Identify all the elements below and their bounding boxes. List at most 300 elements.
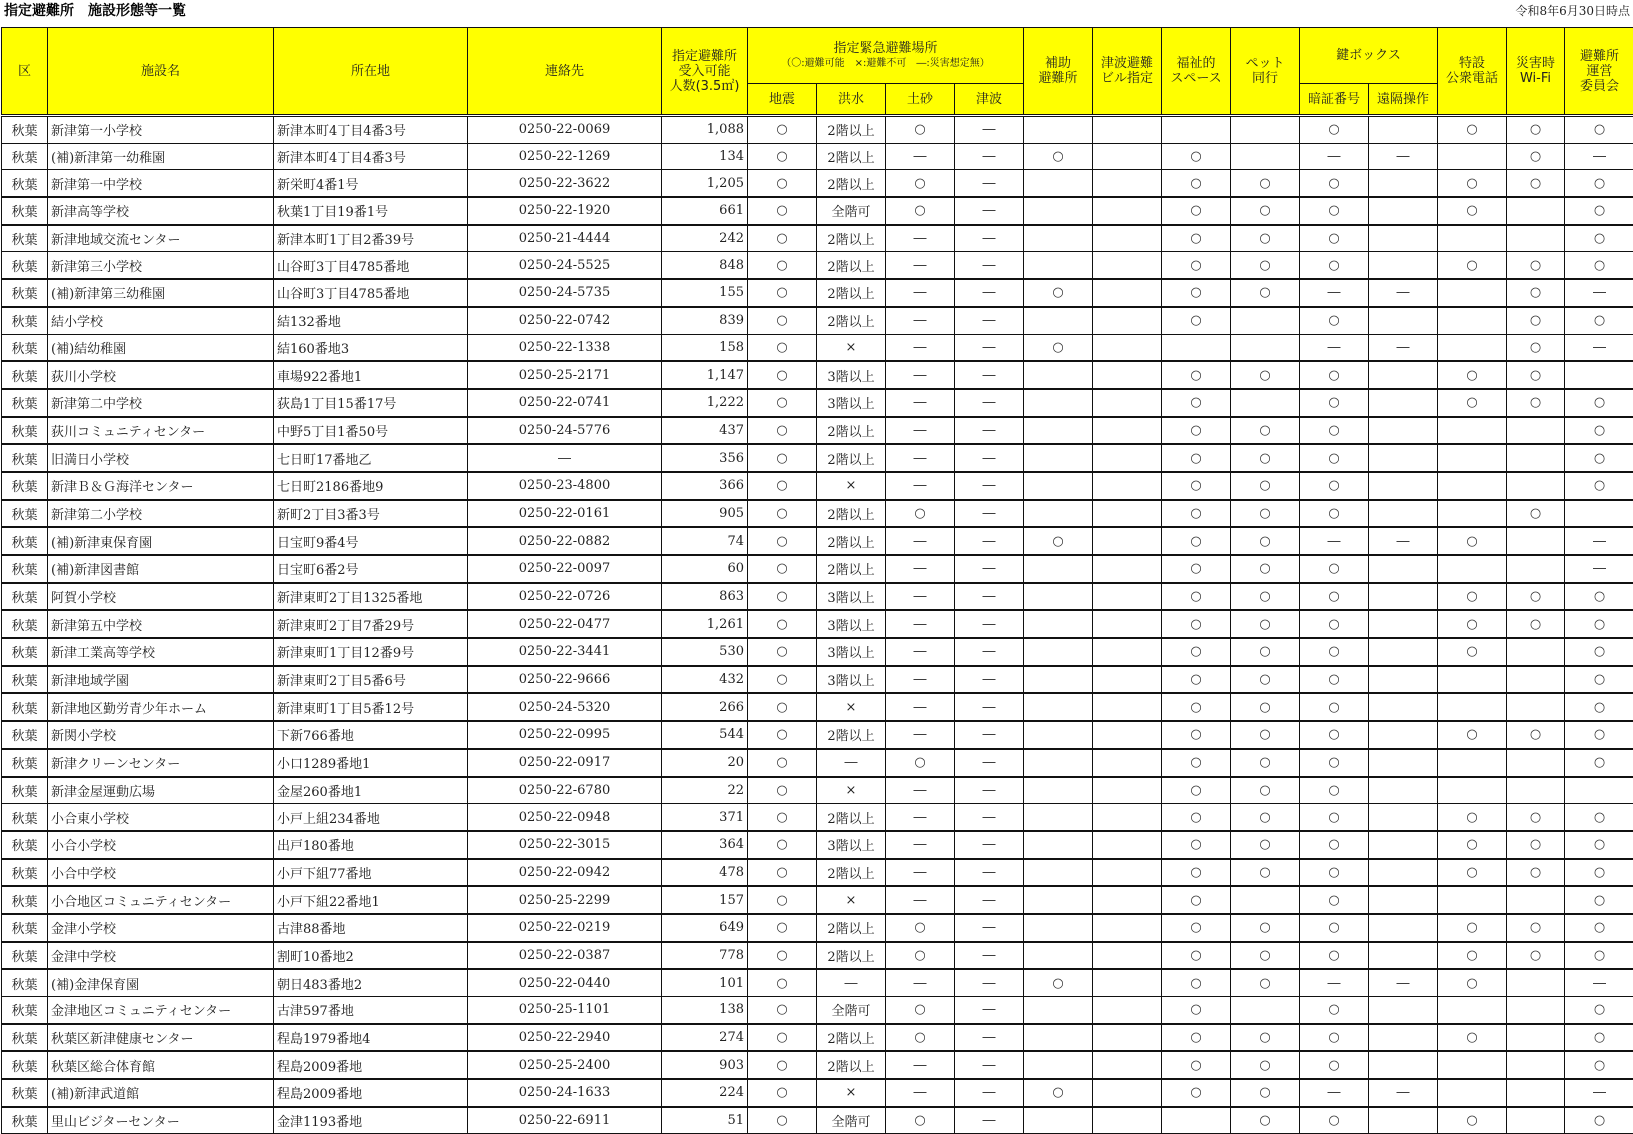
cell-quake: ○ [748, 583, 817, 611]
cell-wifi [1507, 886, 1565, 914]
cell-pet: ○ [1231, 721, 1300, 749]
cell-wifi: ○ [1507, 334, 1565, 361]
cell-keybox-pin: ○ [1300, 638, 1369, 666]
cell-pet [1231, 334, 1300, 361]
cell-aux-shelter [1024, 1051, 1093, 1079]
cell-ku: 秋葉 [2, 361, 48, 389]
cell-aux-shelter [1024, 307, 1093, 334]
cell-address: 新津本町4丁目4番3号 [274, 143, 468, 170]
cell-quake: ○ [748, 417, 817, 445]
cell-landslide: ○ [886, 997, 955, 1024]
col-capacity: 指定避難所 受入可能 人数(3.5㎡) [662, 28, 748, 116]
cell-committee: ○ [1565, 831, 1633, 859]
cell-address: 結132番地 [274, 307, 468, 334]
cell-pet: ○ [1231, 444, 1300, 472]
cell-pet: ○ [1231, 583, 1300, 611]
table-row [2, 116, 1633, 144]
cell-ku: 秋葉 [2, 831, 48, 859]
cell-keybox-remote [1369, 610, 1438, 638]
table-row [2, 693, 1633, 721]
cell-ku: 秋葉 [2, 914, 48, 942]
col-aux-shelter: 補助 避難所 [1024, 28, 1093, 116]
cell-wifi [1507, 777, 1565, 804]
cell-pet: ○ [1231, 638, 1300, 666]
cell-keybox-pin: ○ [1300, 361, 1369, 389]
cell-public-phone: ○ [1438, 610, 1507, 638]
cell-aux-shelter [1024, 666, 1093, 694]
cell-public-phone [1438, 1079, 1507, 1107]
cell-keybox-pin: ○ [1300, 555, 1369, 583]
cell-keybox-remote [1369, 997, 1438, 1024]
cell-quake: ○ [748, 279, 817, 307]
cell-welfare-space: ○ [1162, 143, 1231, 170]
cell-aux-shelter [1024, 1024, 1093, 1052]
cell-capacity: 138 [662, 997, 748, 1024]
cell-capacity: 366 [662, 472, 748, 500]
table-row [2, 804, 1633, 831]
cell-ku: 秋葉 [2, 749, 48, 777]
cell-wifi [1507, 997, 1565, 1024]
cell-contact: 0250-24-1633 [468, 1079, 662, 1107]
cell-tsunami: ― [955, 334, 1024, 361]
cell-flood: 2階以上 [817, 252, 886, 279]
cell-pet: ○ [1231, 279, 1300, 307]
cell-tsunami: ― [955, 170, 1024, 197]
cell-tsunami-building [1093, 859, 1162, 887]
cell-tsunami-building [1093, 942, 1162, 970]
cell-aux-shelter [1024, 389, 1093, 417]
cell-contact: 0250-22-0917 [468, 749, 662, 777]
cell-ku: 秋葉 [2, 886, 48, 914]
cell-quake: ○ [748, 914, 817, 942]
cell-tsunami: ― [955, 500, 1024, 528]
cell-facility-name: 新津第三小学校 [48, 252, 274, 279]
cell-welfare-space [1162, 334, 1231, 361]
cell-committee: ○ [1565, 583, 1633, 611]
cell-welfare-space: ○ [1162, 638, 1231, 666]
cell-address: 山谷町3丁目4785番地 [274, 252, 468, 279]
cell-ku: 秋葉 [2, 307, 48, 334]
cell-address: 新津東町2丁目1325番地 [274, 583, 468, 611]
cell-keybox-pin: ○ [1300, 1107, 1369, 1134]
cell-wifi [1507, 969, 1565, 996]
cell-pet: ○ [1231, 555, 1300, 583]
cell-tsunami-building [1093, 116, 1162, 144]
table-row [2, 749, 1633, 777]
cell-address: 小戸下組77番地 [274, 859, 468, 887]
cell-wifi [1507, 749, 1565, 777]
cell-pet: ○ [1231, 666, 1300, 694]
cell-contact: 0250-25-1101 [468, 997, 662, 1024]
cell-keybox-pin: ○ [1300, 749, 1369, 777]
cell-keybox-remote: ― [1369, 334, 1438, 361]
cell-landslide: ― [886, 693, 955, 721]
cell-contact: 0250-22-3622 [468, 170, 662, 197]
col-landslide: 土砂 [886, 84, 955, 116]
cell-facility-name: 新津地域交流センター [48, 225, 274, 252]
cell-capacity: 863 [662, 583, 748, 611]
cell-public-phone: ○ [1438, 914, 1507, 942]
cell-quake: ○ [748, 666, 817, 694]
cell-address: 日宝町9番4号 [274, 527, 468, 555]
cell-flood: 2階以上 [817, 721, 886, 749]
cell-capacity: 134 [662, 143, 748, 170]
cell-wifi [1507, 638, 1565, 666]
cell-landslide: ○ [886, 1024, 955, 1052]
table-row [2, 969, 1633, 996]
cell-contact: 0250-24-5735 [468, 279, 662, 307]
cell-wifi: ○ [1507, 389, 1565, 417]
cell-contact: 0250-22-6780 [468, 777, 662, 804]
cell-facility-name: 新津地域学園 [48, 666, 274, 694]
cell-keybox-remote [1369, 666, 1438, 694]
cell-facility-name: 新津地区勤労青少年ホーム [48, 693, 274, 721]
cell-landslide: ― [886, 804, 955, 831]
table-header [2, 28, 1633, 116]
cell-quake: ○ [748, 777, 817, 804]
cell-tsunami-building [1093, 334, 1162, 361]
cell-address: 程島2009番地 [274, 1079, 468, 1107]
cell-quake: ○ [748, 500, 817, 528]
cell-ku: 秋葉 [2, 610, 48, 638]
col-ku: 区 [2, 28, 48, 116]
cell-welfare-space: ○ [1162, 721, 1231, 749]
cell-tsunami: ― [955, 583, 1024, 611]
cell-committee: ○ [1565, 1107, 1633, 1134]
table-row [2, 334, 1633, 361]
cell-pet: ○ [1231, 859, 1300, 887]
cell-landslide: ― [886, 527, 955, 555]
cell-flood: 2階以上 [817, 1051, 886, 1079]
cell-address: 新津東町1丁目12番9号 [274, 638, 468, 666]
cell-quake: ○ [748, 969, 817, 996]
cell-tsunami-building [1093, 804, 1162, 831]
cell-pet: ○ [1231, 252, 1300, 279]
cell-public-phone [1438, 777, 1507, 804]
cell-committee: ― [1565, 555, 1633, 583]
cell-keybox-pin: ○ [1300, 500, 1369, 528]
cell-quake: ○ [748, 831, 817, 859]
cell-tsunami-building [1093, 279, 1162, 307]
col-facility-name: 施設名 [48, 28, 274, 116]
cell-flood: × [817, 1079, 886, 1107]
cell-aux-shelter [1024, 361, 1093, 389]
cell-public-phone: ○ [1438, 1107, 1507, 1134]
cell-keybox-pin: ○ [1300, 777, 1369, 804]
cell-wifi [1507, 472, 1565, 500]
table-row [2, 777, 1633, 804]
cell-ku: 秋葉 [2, 638, 48, 666]
cell-quake: ○ [748, 886, 817, 914]
cell-contact: 0250-22-9666 [468, 666, 662, 694]
cell-flood: × [817, 334, 886, 361]
cell-landslide: ○ [886, 749, 955, 777]
cell-capacity: 1,222 [662, 389, 748, 417]
cell-wifi: ○ [1507, 721, 1565, 749]
cell-keybox-remote: ― [1369, 969, 1438, 996]
table-row [2, 610, 1633, 638]
cell-aux-shelter [1024, 472, 1093, 500]
cell-wifi: ○ [1507, 859, 1565, 887]
cell-wifi: ○ [1507, 500, 1565, 528]
cell-tsunami-building [1093, 1079, 1162, 1107]
cell-keybox-pin: ○ [1300, 583, 1369, 611]
cell-quake: ○ [748, 389, 817, 417]
cell-tsunami: ― [955, 361, 1024, 389]
cell-landslide: ○ [886, 942, 955, 970]
cell-facility-name: 金津地区コミュニティセンター [48, 997, 274, 1024]
cell-tsunami-building [1093, 1024, 1162, 1052]
cell-aux-shelter: ○ [1024, 143, 1093, 170]
cell-welfare-space: ○ [1162, 444, 1231, 472]
cell-keybox-pin: ○ [1300, 472, 1369, 500]
cell-keybox-remote [1369, 116, 1438, 144]
col-keybox-pin: 暗証番号 [1300, 84, 1369, 116]
cell-tsunami-building [1093, 307, 1162, 334]
cell-public-phone [1438, 500, 1507, 528]
cell-wifi [1507, 1024, 1565, 1052]
cell-wifi: ○ [1507, 279, 1565, 307]
cell-keybox-pin: ― [1300, 1079, 1369, 1107]
cell-facility-name: 荻川小学校 [48, 361, 274, 389]
col-tsunami-building: 津波避難 ビル指定 [1093, 28, 1162, 116]
cell-pet: ○ [1231, 942, 1300, 970]
cell-quake: ○ [748, 252, 817, 279]
cell-landslide: ― [886, 583, 955, 611]
cell-aux-shelter [1024, 610, 1093, 638]
cell-pet: ○ [1231, 197, 1300, 225]
cell-contact: 0250-25-2400 [468, 1051, 662, 1079]
cell-tsunami: ― [955, 225, 1024, 252]
cell-address: 出戸180番地 [274, 831, 468, 859]
cell-keybox-pin: ○ [1300, 1051, 1369, 1079]
cell-welfare-space: ○ [1162, 279, 1231, 307]
cell-flood: 2階以上 [817, 307, 886, 334]
cell-welfare-space: ○ [1162, 197, 1231, 225]
cell-landslide: ― [886, 143, 955, 170]
cell-contact: 0250-25-2299 [468, 886, 662, 914]
cell-address: 新津東町2丁目5番6号 [274, 666, 468, 694]
cell-welfare-space: ○ [1162, 1079, 1231, 1107]
cell-tsunami: ― [955, 1024, 1024, 1052]
cell-public-phone: ○ [1438, 942, 1507, 970]
cell-keybox-pin: ― [1300, 334, 1369, 361]
cell-keybox-remote [1369, 831, 1438, 859]
cell-tsunami: ― [955, 749, 1024, 777]
cell-committee: ○ [1565, 116, 1633, 144]
cell-contact: 0250-22-0477 [468, 610, 662, 638]
cell-wifi [1507, 444, 1565, 472]
cell-ku: 秋葉 [2, 143, 48, 170]
cell-wifi: ○ [1507, 942, 1565, 970]
cell-facility-name: 里山ビジターセンター [48, 1107, 274, 1134]
cell-public-phone [1438, 886, 1507, 914]
cell-landslide: ― [886, 859, 955, 887]
cell-ku: 秋葉 [2, 1024, 48, 1052]
cell-quake: ○ [748, 307, 817, 334]
cell-wifi: ○ [1507, 610, 1565, 638]
cell-wifi [1507, 555, 1565, 583]
cell-tsunami: ― [955, 831, 1024, 859]
cell-address: 中野5丁目1番50号 [274, 417, 468, 445]
cell-keybox-pin: ○ [1300, 666, 1369, 694]
cell-flood: 2階以上 [817, 527, 886, 555]
cell-address: 金屋260番地1 [274, 777, 468, 804]
cell-ku: 秋葉 [2, 583, 48, 611]
cell-landslide: ― [886, 334, 955, 361]
cell-ku: 秋葉 [2, 527, 48, 555]
cell-tsunami-building [1093, 914, 1162, 942]
cell-welfare-space: ○ [1162, 693, 1231, 721]
cell-address: 新津東町2丁目7番29号 [274, 610, 468, 638]
emergency-legend: （〇:避難可能 ×:避難不可 ―:災害想定無） [748, 56, 1023, 71]
cell-facility-name: 新津Ｂ＆Ｇ海洋センター [48, 472, 274, 500]
cell-capacity: 530 [662, 638, 748, 666]
cell-aux-shelter [1024, 500, 1093, 528]
cell-tsunami-building [1093, 417, 1162, 445]
cell-address: 下新766番地 [274, 721, 468, 749]
cell-facility-name: 新関小学校 [48, 721, 274, 749]
cell-ku: 秋葉 [2, 693, 48, 721]
cell-committee: ○ [1565, 307, 1633, 334]
cell-capacity: 158 [662, 334, 748, 361]
cell-flood: 3階以上 [817, 610, 886, 638]
cell-flood: 2階以上 [817, 225, 886, 252]
cell-keybox-pin: ○ [1300, 116, 1369, 144]
shelter-table [1, 27, 1633, 1134]
cell-capacity: 74 [662, 527, 748, 555]
cell-committee: ○ [1565, 225, 1633, 252]
cell-landslide: ― [886, 225, 955, 252]
table-row [2, 1051, 1633, 1079]
cell-welfare-space: ○ [1162, 942, 1231, 970]
table-row [2, 859, 1633, 887]
cell-address: 割町10番地2 [274, 942, 468, 970]
cell-committee: ○ [1565, 749, 1633, 777]
cell-landslide: ― [886, 361, 955, 389]
cell-committee: ○ [1565, 886, 1633, 914]
cell-keybox-remote [1369, 197, 1438, 225]
cell-public-phone [1438, 225, 1507, 252]
cell-facility-name: 荻川コミュニティセンター [48, 417, 274, 445]
cell-address: 小口1289番地1 [274, 749, 468, 777]
cell-welfare-space: ○ [1162, 583, 1231, 611]
cell-quake: ○ [748, 555, 817, 583]
cell-pet: ○ [1231, 693, 1300, 721]
cell-committee: ○ [1565, 804, 1633, 831]
cell-public-phone: ○ [1438, 252, 1507, 279]
cell-pet: ○ [1231, 1079, 1300, 1107]
cell-ku: 秋葉 [2, 1051, 48, 1079]
cell-keybox-remote [1369, 721, 1438, 749]
cell-flood: ― [817, 749, 886, 777]
table-row [2, 914, 1633, 942]
cell-capacity: 544 [662, 721, 748, 749]
table-row [2, 527, 1633, 555]
col-tsunami: 津波 [955, 84, 1024, 116]
cell-capacity: 649 [662, 914, 748, 942]
cell-contact: 0250-22-0069 [468, 116, 662, 144]
cell-capacity: 157 [662, 886, 748, 914]
cell-committee: ○ [1565, 170, 1633, 197]
page-title: 指定避難所 施設形態等一覧 [4, 0, 186, 20]
cell-address: 秋葉1丁目19番1号 [274, 197, 468, 225]
cell-quake: ○ [748, 610, 817, 638]
cell-tsunami: ― [955, 914, 1024, 942]
cell-keybox-pin: ○ [1300, 307, 1369, 334]
cell-welfare-space: ○ [1162, 417, 1231, 445]
cell-welfare-space: ○ [1162, 389, 1231, 417]
cell-quake: ○ [748, 334, 817, 361]
cell-aux-shelter [1024, 583, 1093, 611]
cell-pet [1231, 389, 1300, 417]
cell-aux-shelter [1024, 197, 1093, 225]
cell-wifi [1507, 1051, 1565, 1079]
cell-flood: 3階以上 [817, 831, 886, 859]
cell-keybox-pin: ○ [1300, 389, 1369, 417]
cell-address: 程島1979番地4 [274, 1024, 468, 1052]
cell-tsunami: ― [955, 859, 1024, 887]
cell-ku: 秋葉 [2, 500, 48, 528]
cell-ku: 秋葉 [2, 942, 48, 970]
cell-wifi: ○ [1507, 170, 1565, 197]
cell-aux-shelter [1024, 914, 1093, 942]
cell-keybox-pin: ○ [1300, 225, 1369, 252]
cell-landslide: ― [886, 1051, 955, 1079]
cell-welfare-space: ○ [1162, 361, 1231, 389]
cell-keybox-remote: ― [1369, 527, 1438, 555]
cell-public-phone [1438, 555, 1507, 583]
cell-capacity: 903 [662, 1051, 748, 1079]
cell-address: 新津本町4丁目4番3号 [274, 116, 468, 144]
cell-wifi: ○ [1507, 116, 1565, 144]
cell-contact: 0250-22-0387 [468, 942, 662, 970]
cell-tsunami-building [1093, 638, 1162, 666]
cell-keybox-remote [1369, 1051, 1438, 1079]
cell-flood: 2階以上 [817, 116, 886, 144]
cell-flood: 全階可 [817, 197, 886, 225]
col-quake: 地震 [748, 84, 817, 116]
cell-welfare-space: ○ [1162, 610, 1231, 638]
cell-facility-name: 新津クリーンセンター [48, 749, 274, 777]
cell-ku: 秋葉 [2, 444, 48, 472]
cell-welfare-space: ○ [1162, 225, 1231, 252]
cell-tsunami-building [1093, 610, 1162, 638]
col-welfare-space: 福祉的 スペース [1162, 28, 1231, 116]
cell-tsunami: ― [955, 143, 1024, 170]
cell-committee: ○ [1565, 914, 1633, 942]
table-row [2, 389, 1633, 417]
cell-contact: 0250-22-0741 [468, 389, 662, 417]
cell-tsunami-building [1093, 1051, 1162, 1079]
cell-wifi: ○ [1507, 143, 1565, 170]
cell-tsunami-building [1093, 666, 1162, 694]
cell-facility-name: 小合小学校 [48, 831, 274, 859]
cell-facility-name: (補)結幼稚園 [48, 334, 274, 361]
cell-wifi: ○ [1507, 583, 1565, 611]
cell-capacity: 60 [662, 555, 748, 583]
cell-pet [1231, 997, 1300, 1024]
cell-quake: ○ [748, 170, 817, 197]
cell-quake: ○ [748, 1024, 817, 1052]
cell-keybox-remote [1369, 361, 1438, 389]
cell-welfare-space: ○ [1162, 500, 1231, 528]
cell-capacity: 101 [662, 969, 748, 996]
cell-ku: 秋葉 [2, 969, 48, 996]
cell-welfare-space: ○ [1162, 886, 1231, 914]
cell-keybox-pin: ○ [1300, 417, 1369, 445]
cell-flood: × [817, 886, 886, 914]
